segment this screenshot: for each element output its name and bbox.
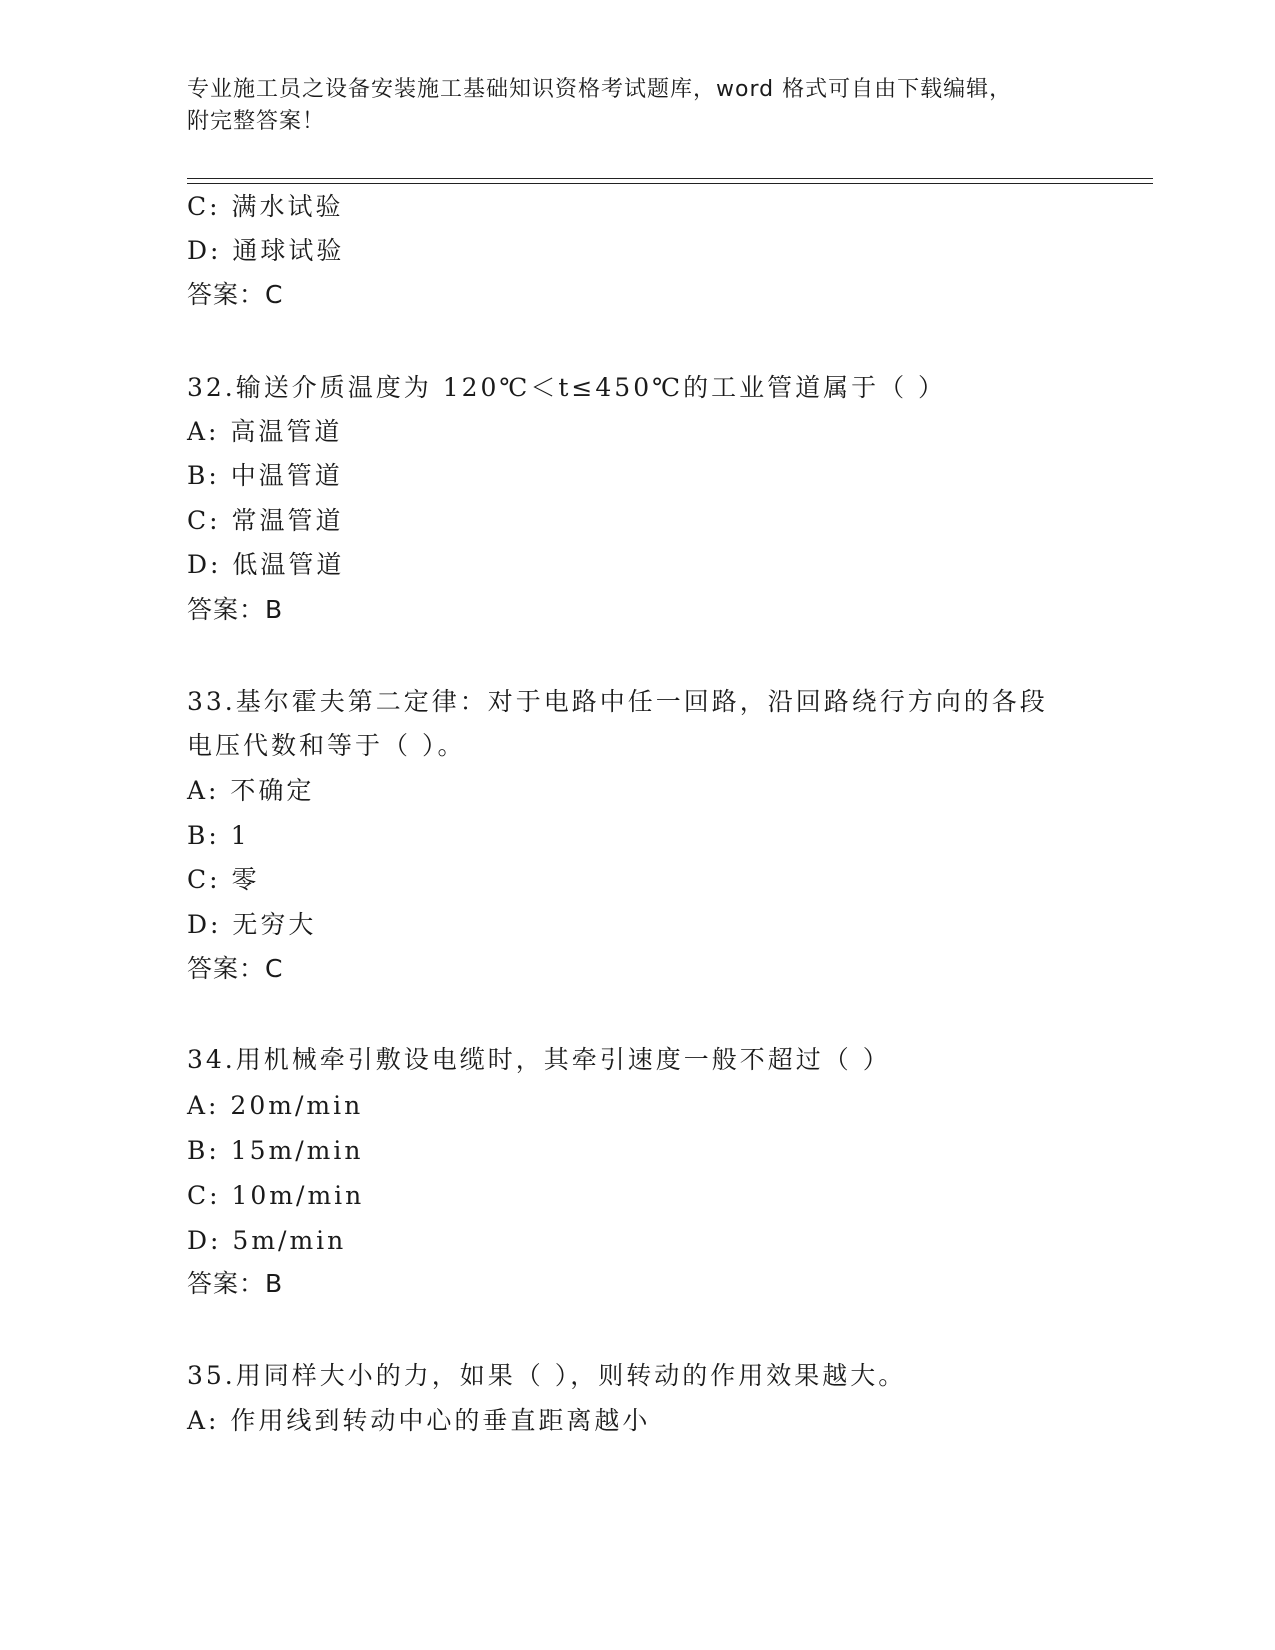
q34-option-d: D: 5m/min: [187, 1226, 347, 1255]
prev-option-c: C: 满水试验: [187, 192, 344, 221]
prev-option-d: D: 通球试验: [187, 236, 345, 265]
q32-option-c: C: 常温管道: [187, 506, 344, 535]
q34-option-c: C: 10m/min: [187, 1181, 365, 1210]
q32-stem: 32.输送介质温度为 120℃＜t≤450℃的工业管道属于（ ）: [187, 373, 947, 402]
q33-option-b: B: 1: [187, 821, 250, 850]
q33-option-d: D: 无穷大: [187, 910, 317, 939]
q33-stem-line-2: 电压代数和等于（ ）。: [187, 731, 466, 760]
q32-option-b: B: 中温管道: [187, 461, 343, 490]
q34-option-a: A: 20m/min: [187, 1091, 364, 1120]
q32-answer: 答案：B: [187, 595, 284, 624]
q33-option-c: C: 零: [187, 865, 260, 894]
q32-option-d: D: 低温管道: [187, 550, 345, 579]
header-divider-top: [187, 178, 1153, 179]
header-line-2: 附完整答案！: [187, 109, 326, 134]
document-header: [187, 74, 1067, 138]
q35-option-a: A: 作用线到转动中心的垂直距离越小: [187, 1406, 651, 1435]
header-line-1: 专业施工员之设备安装施工基础知识资格考试题库，word 格式可自由下载编辑，: [187, 77, 1013, 102]
header-divider-bottom: [187, 183, 1153, 184]
q32-option-a: A: 高温管道: [187, 417, 343, 446]
q33-answer: 答案：C: [187, 954, 284, 983]
q34-option-b: B: 15m/min: [187, 1136, 364, 1165]
prev-answer: 答案：C: [187, 280, 284, 309]
q35-stem: 35.用同样大小的力，如果（ ），则转动的作用效果越大。: [187, 1361, 907, 1390]
q34-answer: 答案：B: [187, 1269, 284, 1298]
q33-option-a: A: 不确定: [187, 776, 315, 805]
q33-stem-line-1: 33.基尔霍夫第二定律：对于电路中任一回路，沿回路绕行方向的各段: [187, 687, 1048, 716]
q34-stem: 34.用机械牵引敷设电缆时，其牵引速度一般不超过（ ）: [187, 1045, 891, 1074]
